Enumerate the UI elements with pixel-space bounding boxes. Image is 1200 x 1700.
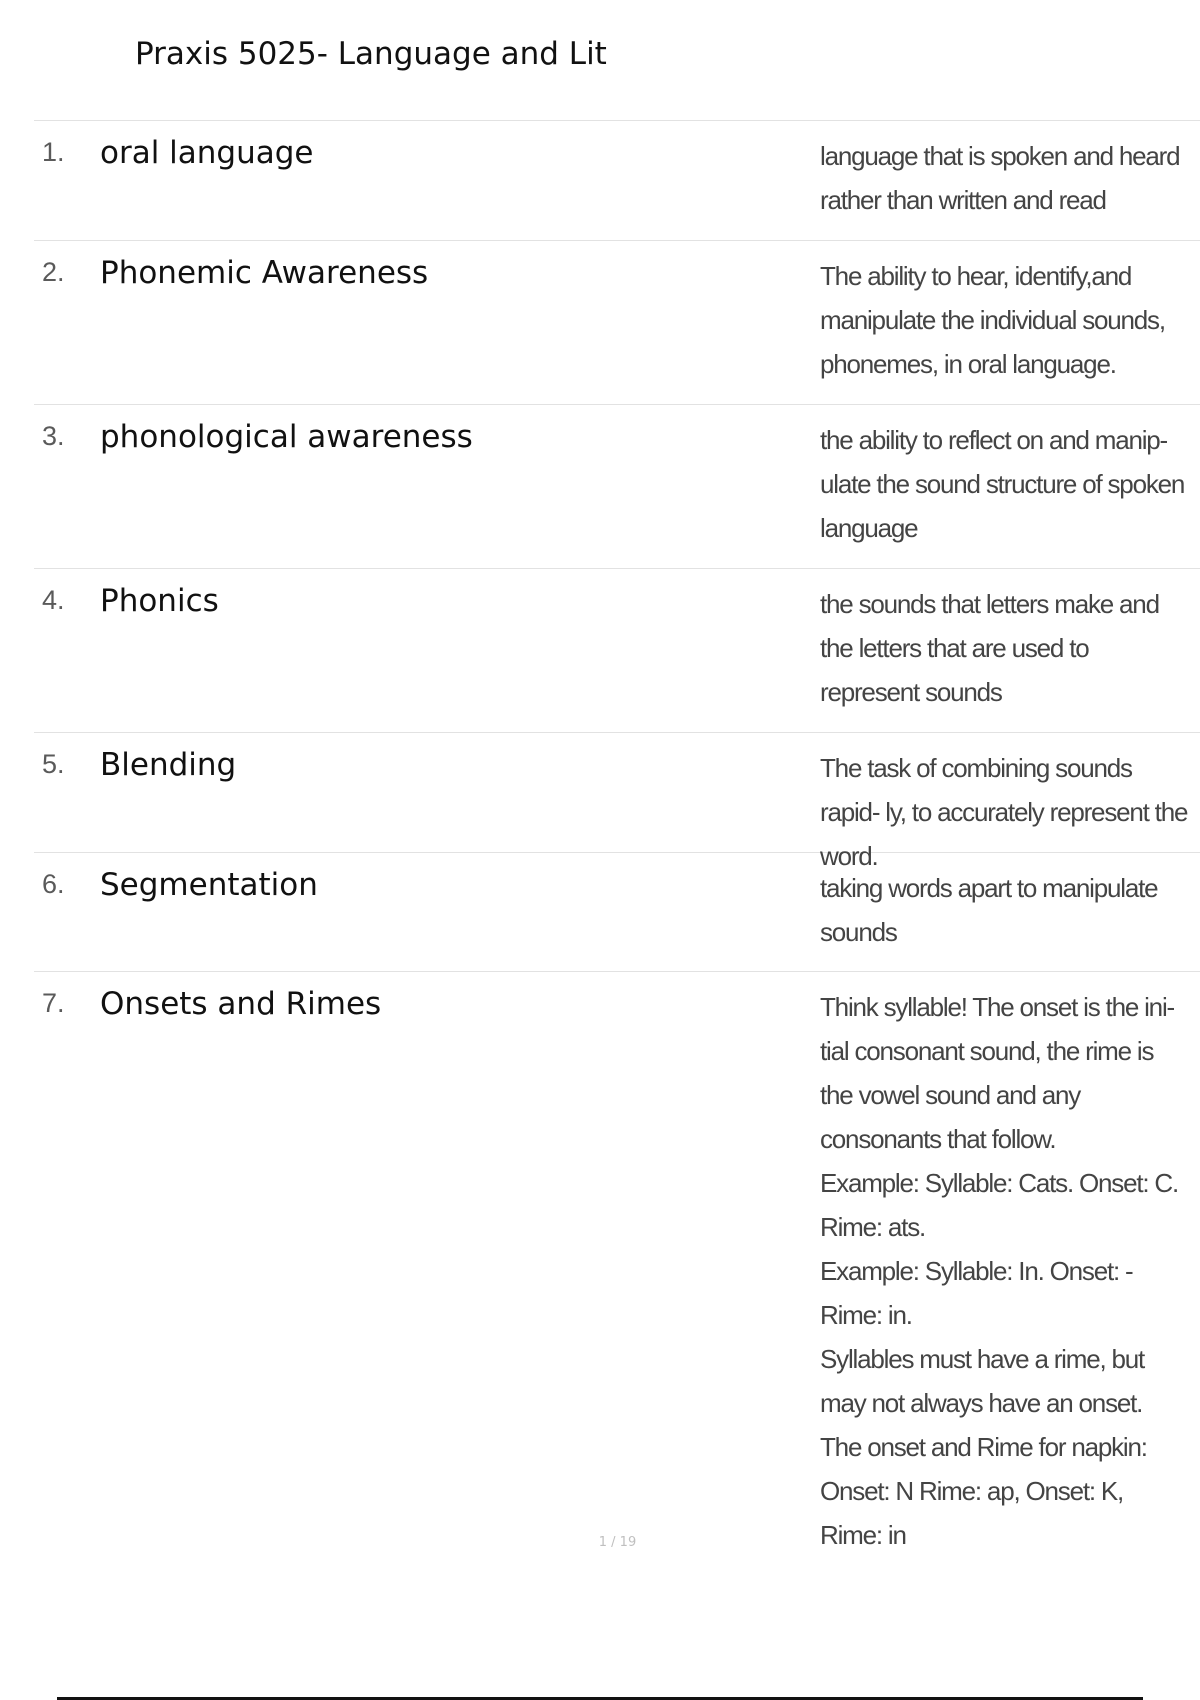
definition-paragraph: taking words apart to manipulate sounds: [820, 873, 1158, 947]
definition-paragraph: the sounds that letters make and the letters that are used to represent sounds: [820, 589, 1159, 707]
card-number: 5.: [42, 749, 65, 779]
card-number: 4.: [42, 585, 65, 615]
card-term: Blending: [100, 747, 237, 783]
card-number: 1.: [42, 137, 65, 167]
card-number: 3.: [42, 421, 65, 451]
flashcard-row: [34, 120, 1200, 240]
card-definition: [820, 121, 1200, 240]
definition-paragraph: The onset and Rime for napkin:: [820, 1432, 1147, 1462]
card-term: Onsets and Rimes: [100, 986, 382, 1022]
flashcard-row: [34, 852, 1200, 971]
definition-paragraph: language that is spoken and heard rather than written and read: [820, 141, 1180, 215]
card-definition: [820, 569, 1200, 732]
definition-paragraph: the ability to reflect on and manip- ulate the sound structure of spoken language: [820, 425, 1185, 543]
definition-paragraph: Example: Syllable: In. Onset: - Rime: in.: [820, 1256, 1133, 1330]
card-number: 7.: [42, 988, 65, 1018]
card-definition: [820, 972, 1200, 1550]
page-indicator: 1 / 19: [598, 1535, 637, 1550]
definition-paragraph: Syllables must have a rime, but may not always have an onset.: [820, 1344, 1145, 1418]
card-term: Phonemic Awareness: [100, 255, 429, 291]
card-term: Segmentation: [100, 867, 318, 903]
card-number: 6.: [42, 869, 65, 899]
card-number: 2.: [42, 257, 65, 287]
card-definition: [820, 405, 1200, 568]
document-title: Praxis 5025- Language and Lit: [135, 36, 607, 72]
flashcard-row: [34, 568, 1200, 732]
card-term: Phonics: [100, 583, 219, 619]
definition-paragraph: The task of combining sounds rapid- ly, to accurately represent the word.: [820, 753, 1188, 871]
definition-paragraph: Think syllable! The onset is the ini- tial consonant sound, the rime is the vowel sound and any consonants that follow.: [820, 992, 1174, 1154]
card-definition: [820, 241, 1200, 404]
card-term: oral language: [100, 135, 314, 171]
flashcard-row: [34, 404, 1200, 568]
definition-paragraph: Onset: N Rime: ap, Onset: K, Rime: in: [820, 1476, 1124, 1550]
card-definition: [820, 853, 1200, 971]
flashcard-row: [34, 240, 1200, 404]
card-definition: [820, 733, 1200, 871]
definition-paragraph: The ability to hear, identify,and manipulate the individual sounds, phonemes, in oral language.: [820, 261, 1165, 379]
definition-paragraph: Example: Syllable: Cats. Onset: C. Rime: ats.: [820, 1168, 1179, 1242]
card-term: phonological awareness: [100, 419, 473, 455]
flashcard-row: [34, 732, 1200, 871]
